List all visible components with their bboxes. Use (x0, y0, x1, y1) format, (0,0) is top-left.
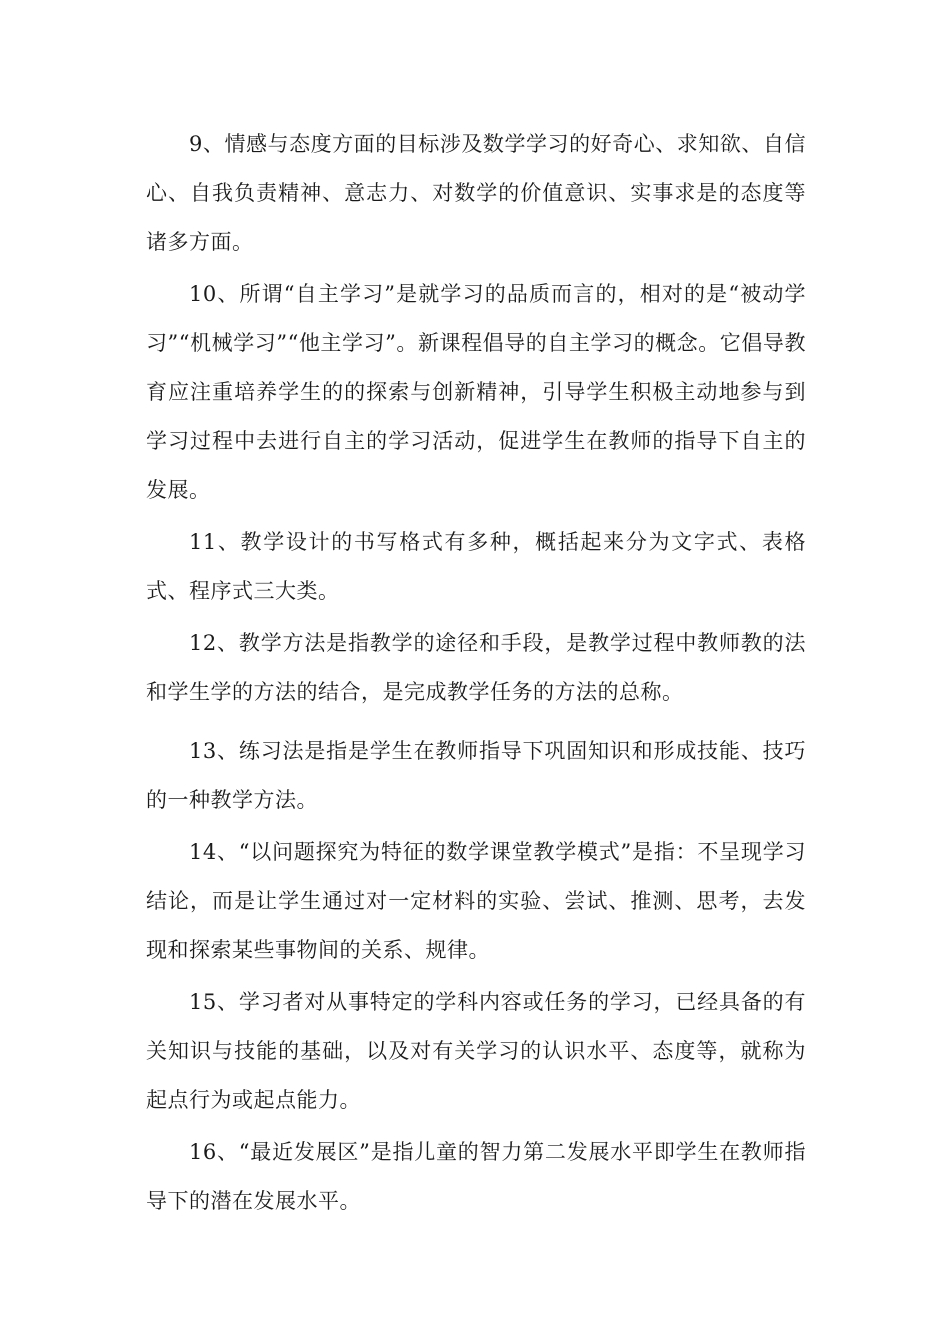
paragraph-item-12: 12、教学方法是指教学的途径和手段，是教学过程中教师教的法和学生学的方法的结合，是完成教学任务的方法的总称。 (146, 631, 806, 704)
paragraph-item-14: 14、“以问题探究为特征的数学课堂教学模式”是指：不呈现学习结论，而是让学生通过对一定材料的实验、尝试、推测、思考，去发现和探索某些事物间的关系、规律。 (146, 840, 806, 962)
paragraph-item-13: 13、练习法是指是学生在教师指导下巩固知识和形成技能、技巧的一种教学方法。 (146, 739, 806, 812)
paragraph-item-11: 11、教学设计的书写格式有多种，概括起来分为文字式、表格式、程序式三大类。 (146, 530, 806, 603)
paragraph-item-16: 16、“最近发展区”是指儿童的智力第二发展水平即学生在教师指导下的潜在发展水平。 (146, 1140, 806, 1213)
paragraph-item-9: 9、情感与态度方面的目标涉及数学学习的好奇心、求知欲、自信心、自我负责精神、意志力、对数学的价值意识、实事求是的态度等诸多方面。 (146, 132, 806, 254)
document-body (146, 120, 806, 1229)
paragraph-item-15: 15、学习者对从事特定的学科内容或任务的学习，已经具备的有关知识与技能的基础，以及对有关学习的认识水平、态度等，就称为起点行为或起点能力。 (146, 990, 806, 1112)
paragraph-item-10: 10、所谓“自主学习”是就学习的品质而言的，相对的是“被动学习”“机械学习”“他主学习”。新课程倡导的自主学习的概念。它倡导教育应注重培养学生的的探索与创新精神，引导学生积极主动地参与到学习过程中去进行自主的学习活动，促进学生在教师的指导下自主的发展。 (146, 282, 806, 502)
